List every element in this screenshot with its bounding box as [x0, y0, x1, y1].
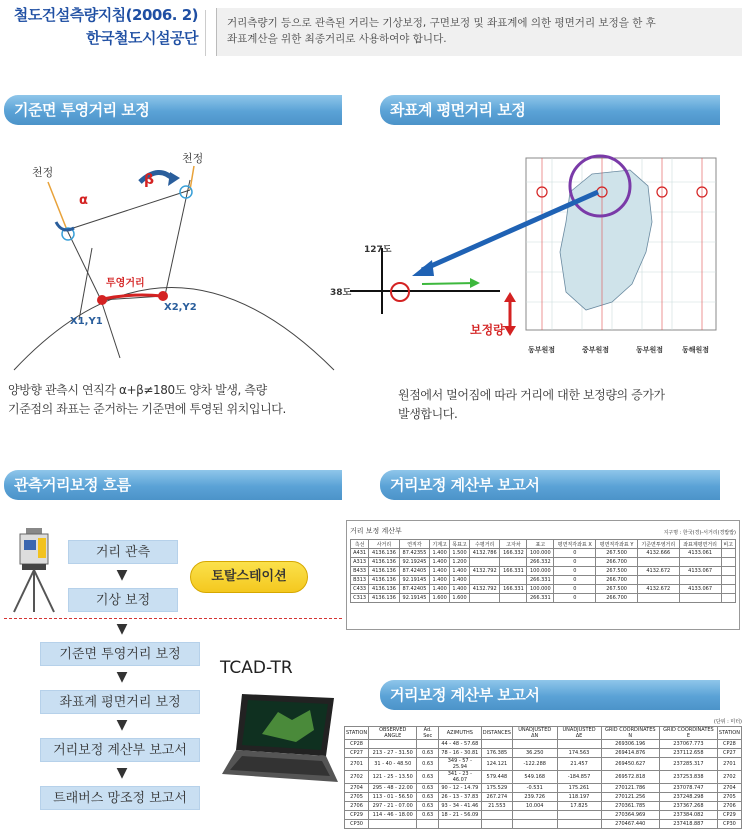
report1-table-cell: 266.700 — [596, 594, 638, 603]
report1-table-cell: B313 — [351, 576, 369, 585]
report2-table-cell: 0.63 — [417, 793, 439, 802]
report2-table-cell: 176.385 — [481, 749, 512, 758]
banner-datum: 기준면 투영거리 보정 — [4, 95, 342, 125]
report1-table-cell — [469, 594, 500, 603]
flow-step-1: 거리 관측 — [68, 540, 178, 564]
banner-flow: 관측거리보정 흐름 — [4, 470, 342, 500]
report1-table-cell: 4132.792 — [469, 567, 500, 576]
report1-table-cell: 267.500 — [596, 549, 638, 558]
report2-table-cell: 174.563 — [557, 749, 601, 758]
report2-table-cell: 269306.196 — [601, 740, 659, 749]
report1-table-row — [351, 549, 736, 558]
report1-table-cell: 0 — [554, 585, 596, 594]
report1-table-cell: 92.19145 — [399, 576, 430, 585]
report2-table-row — [345, 784, 742, 793]
datum-diagram — [4, 130, 334, 370]
report2-table-cell: 93 - 34 - 41.46 — [438, 802, 481, 811]
report2-table-cell: -122.288 — [512, 758, 557, 771]
report1-header-cell: 기준면투영거리 — [637, 540, 679, 549]
zenith-left-label: 천정 — [32, 166, 54, 179]
report2-table-cell: 2706 — [717, 802, 741, 811]
report2-table-cell: 270361.785 — [601, 802, 659, 811]
report2-header-cell: GRID COORDINATES E — [659, 727, 717, 740]
report1-table-cell: 266.700 — [596, 576, 638, 585]
report2-header-cell: DISTANCES — [481, 727, 512, 740]
report2-table-cell: 124.121 — [481, 758, 512, 771]
report2-table-row — [345, 740, 742, 749]
report2-table-cell: 21.457 — [557, 758, 601, 771]
beta-label: β — [144, 172, 155, 188]
report1-table-cell: 100.000 — [527, 567, 554, 576]
report2-table-cell: 26 - 13 - 37.83 — [438, 793, 481, 802]
green-arrow-line — [422, 283, 476, 284]
report2-unit-note: (단위 : 미터) — [713, 719, 742, 725]
report1-table-cell: 92.19145 — [399, 594, 430, 603]
report2-table-cell: 270121.256 — [601, 793, 659, 802]
report1-header-cell: 수평거리 — [469, 540, 500, 549]
report2-table-cell — [481, 811, 512, 820]
x2y2-label: X2,Y2 — [164, 302, 197, 313]
flow-step-6: 트래버스 망조정 보고서 — [40, 786, 200, 810]
report1-table-cell: 4132.792 — [469, 585, 500, 594]
report1-table-row — [351, 585, 736, 594]
report1-document — [346, 520, 740, 630]
header-desc-line1: 거리측량기 등으로 관측된 거리는 기상보정, 구면보정 및 좌표계에 의한 평면거리 보정을 한 후 — [227, 17, 656, 29]
lat-label: 38도 — [330, 288, 352, 298]
report2-table-cell: 2705 — [717, 793, 741, 802]
report1-table-cell: 1.200 — [450, 558, 470, 567]
flow-arrow-5: ▼ — [116, 765, 128, 781]
report2-table-row — [345, 802, 742, 811]
report2-table-cell: 2704 — [717, 784, 741, 793]
report1-table-cell: 1.600 — [450, 594, 470, 603]
report2-table-cell: 2702 — [345, 771, 369, 784]
report2-table-cell: 237285.317 — [659, 758, 717, 771]
report2-table-cell: 269572.818 — [601, 771, 659, 784]
right-zenith-line — [190, 166, 194, 190]
grid-text-line1: 원점에서 멀어짐에 따라 거리에 대한 보정량의 증가가 — [398, 388, 665, 402]
report2-table-cell: CP29 — [345, 811, 369, 820]
report2-table-cell — [438, 820, 481, 829]
header-divider — [205, 10, 206, 56]
point-x1y1 — [97, 295, 107, 305]
header-description — [216, 8, 742, 56]
report1-table-row — [351, 576, 736, 585]
report1-header-cell: 비고 — [721, 540, 735, 549]
report2-table-row — [345, 749, 742, 758]
report1-table-cell: 0 — [554, 594, 596, 603]
point-x2y2 — [158, 291, 168, 301]
report1-table-cell: 100.000 — [527, 549, 554, 558]
datum-text-line1: 양방향 관측시 연직각 α+β≠180도 양차 발생, 측량 — [8, 383, 267, 397]
report1-table-row — [351, 558, 736, 567]
report1-table-cell: 166.332 — [500, 549, 527, 558]
report1-table-cell: 1.400 — [450, 576, 470, 585]
report2-table-cell: 2701 — [717, 758, 741, 771]
report1-header-cell: 목표고 — [450, 540, 470, 549]
grid-diagram — [330, 152, 730, 364]
report2-table-cell — [481, 740, 512, 749]
datum-text — [8, 381, 338, 419]
report1-header-cell: 평면직각좌표 Y — [596, 540, 638, 549]
report1-table-cell — [721, 549, 735, 558]
report1-table-cell — [500, 594, 527, 603]
report1-header-cell: 기계고 — [430, 540, 450, 549]
report1-table-cell: C313 — [351, 594, 369, 603]
report1-header-cell: 평면직각좌표 X — [554, 540, 596, 549]
report2-table — [344, 726, 742, 829]
grid-text — [398, 386, 718, 424]
report1-table-cell — [679, 594, 721, 603]
report1-table-cell: 4132.666 — [637, 549, 679, 558]
report2-table-row — [345, 811, 742, 820]
report1-table-cell: 267.500 — [596, 585, 638, 594]
report1-table-cell: 4133.067 — [679, 567, 721, 576]
report2-table-cell: 113 - 01 - 56.50 — [369, 793, 417, 802]
report2-table-cell: 237112.658 — [659, 749, 717, 758]
report1-table-cell: 166.331 — [500, 585, 527, 594]
report1-table-cell — [500, 558, 527, 567]
report1-header-cell: 사거리 — [369, 540, 400, 549]
blue-arrowhead — [412, 260, 434, 276]
flow-step-5: 거리보정 계산부 보고서 — [40, 738, 200, 762]
report2-table-cell: 2705 — [345, 793, 369, 802]
header-title — [8, 4, 198, 50]
report1-header-cell: 좌표계평면거리 — [679, 540, 721, 549]
report1-doc-note: 지구명 : 한국(경)-서거리(경밥밥) — [663, 530, 736, 536]
report2-table-cell: CP29 — [717, 811, 741, 820]
report2-table-cell — [481, 820, 512, 829]
software-label: TCAD-TR — [220, 658, 293, 678]
report1-table-cell: 4136.136 — [369, 567, 400, 576]
flow-arrow-3: ▼ — [116, 669, 128, 685]
report1-table-cell — [469, 558, 500, 567]
report2-table-cell: 21.553 — [481, 802, 512, 811]
report2-table-cell: 31 - 40 - 48.50 — [369, 758, 417, 771]
report2-header-cell: Ad. Sec — [417, 727, 439, 740]
report1-table-cell: 1.400 — [430, 576, 450, 585]
report1-table-cell: 0 — [554, 549, 596, 558]
laptop-image — [222, 690, 342, 790]
report2-table-cell: 341 - 23 - 46.07 — [438, 771, 481, 784]
report2-table-cell — [512, 820, 557, 829]
report2-table-cell: 237067.773 — [659, 740, 717, 749]
flow-arrow-2: ▼ — [116, 621, 128, 637]
projected-label: 투영거리 — [106, 278, 145, 289]
report2-table-cell — [557, 820, 601, 829]
report1-table-cell — [637, 594, 679, 603]
report1-table-cell: 87.42405 — [399, 585, 430, 594]
report1-table-cell: 266.332 — [527, 558, 554, 567]
report1-table-cell: 266.700 — [596, 558, 638, 567]
report1-table-cell — [500, 576, 527, 585]
report1-table-cell: 267.500 — [596, 567, 638, 576]
report1-header-cell: 고자차 — [500, 540, 527, 549]
report1-table-cell: 4136.136 — [369, 594, 400, 603]
report2-table-cell: 270364.969 — [601, 811, 659, 820]
report2-table-cell: 0.63 — [417, 802, 439, 811]
report1-table-cell: 166.331 — [500, 567, 527, 576]
report1-header-cell: 측선 — [351, 540, 369, 549]
report2-table-row — [345, 771, 742, 784]
report2-table-cell: 269414.876 — [601, 749, 659, 758]
report2-table-cell — [512, 740, 557, 749]
lon-label: 127도 — [364, 245, 392, 255]
report1-table-cell: A313 — [351, 558, 369, 567]
report1-table-cell — [721, 567, 735, 576]
banner-grid: 좌표계 평면거리 보정 — [380, 95, 720, 125]
report1-table-cell — [679, 558, 721, 567]
report1-table-cell: 4132.786 — [469, 549, 500, 558]
report1-table-cell: 1.400 — [450, 567, 470, 576]
flow-step-2: 기상 보정 — [68, 588, 178, 612]
correction-label: 보정량 — [470, 323, 505, 337]
report1-doc-title: 거리 보정 계산부 — [350, 527, 402, 535]
report2-table-cell: 10.004 — [512, 802, 557, 811]
zenith-right-label: 천정 — [182, 152, 204, 165]
report2-table-cell: -0.531 — [512, 784, 557, 793]
report1-table-cell: 1.400 — [430, 585, 450, 594]
report2-table-cell: 17.825 — [557, 802, 601, 811]
report2-table-cell: 175.261 — [557, 784, 601, 793]
report2-header-cell: UNADJUSTED ΔE — [557, 727, 601, 740]
report2-table-cell: CP28 — [345, 740, 369, 749]
report2-table-cell: CP30 — [345, 820, 369, 829]
report2-table-cell: 237418.887 — [659, 820, 717, 829]
report2-table-cell — [369, 740, 417, 749]
alpha-label: α — [79, 193, 88, 208]
report2-table-cell: 78 - 16 - 30.81 — [438, 749, 481, 758]
beta-arrowhead — [168, 172, 180, 186]
datum-text-line2: 기준점의 좌표는 준거하는 기준면에 투영된 위치입니다. — [8, 402, 286, 416]
report1-table-cell: 0 — [554, 576, 596, 585]
header-title-line2: 한국철도시설공단 — [86, 29, 198, 47]
report2-table-cell: 114 - 46 - 18.00 — [369, 811, 417, 820]
report1-table-cell — [637, 558, 679, 567]
origin-label-4: 동해원점 — [682, 346, 710, 354]
grid-text-line2: 발생합니다. — [398, 407, 458, 421]
report1-table-cell — [721, 594, 735, 603]
report2-table-cell: 0.63 — [417, 758, 439, 771]
report1-table-cell: 1.400 — [430, 558, 450, 567]
report2-table-cell: 297 - 21 - 07.00 — [369, 802, 417, 811]
report1-header-cell: 연직각 — [399, 540, 430, 549]
report1-table-cell — [721, 558, 735, 567]
report2-header-cell: AZIMUTHS — [438, 727, 481, 740]
report1-table-cell — [637, 576, 679, 585]
left-normal — [101, 300, 120, 358]
report2-table-cell — [557, 740, 601, 749]
report1-table-cell — [721, 576, 735, 585]
report1-table-cell: 87.42405 — [399, 567, 430, 576]
report1-table-cell: 92.19245 — [399, 558, 430, 567]
report2-table-cell: -184.857 — [557, 771, 601, 784]
report2-table-cell: CP27 — [345, 749, 369, 758]
report1-table-cell: 4136.136 — [369, 558, 400, 567]
origin-label-2: 중부원점 — [582, 346, 610, 354]
report1-table-cell: 4133.067 — [679, 585, 721, 594]
report2-table-cell: 269450.627 — [601, 758, 659, 771]
report1-table-cell: 4136.136 — [369, 585, 400, 594]
report1-table-cell: 0 — [554, 558, 596, 567]
report2-table-cell — [512, 811, 557, 820]
report1-table-cell: 1.500 — [450, 549, 470, 558]
flow-step-3: 기준면 투영거리 보정 — [40, 642, 200, 666]
report2-table-cell: 18 - 21 - 56.09 — [438, 811, 481, 820]
report2-table-cell: 2702 — [717, 771, 741, 784]
origin-label-1: 동부원점 — [528, 346, 556, 354]
report2-table-cell: 237078.747 — [659, 784, 717, 793]
report2-table-cell: 121 - 25 - 13.50 — [369, 771, 417, 784]
flow-divider — [4, 618, 342, 619]
report2-table-cell: 118.197 — [557, 793, 601, 802]
report1-table-cell: 1.400 — [430, 549, 450, 558]
report2-table-cell: CP27 — [717, 749, 741, 758]
report1-table-cell — [679, 576, 721, 585]
earth-arc — [14, 288, 334, 371]
report2-table-row — [345, 793, 742, 802]
report2-table-cell: 267.274 — [481, 793, 512, 802]
report1-table-cell: 1.400 — [430, 567, 450, 576]
report2-table-cell: 0.63 — [417, 784, 439, 793]
banner-report1: 거리보정 계산부 보고서 — [380, 470, 720, 500]
header-desc-line2: 좌표계산을 위한 최종거리로 사용하여야 합니다. — [227, 33, 447, 45]
report2-table-cell: 44 - 48 - 57.68 — [438, 740, 481, 749]
report2-header-cell: GRID COORDINATES N — [601, 727, 659, 740]
report2-table-cell — [417, 740, 439, 749]
report2-table-cell: 0.63 — [417, 749, 439, 758]
correction-arrow-up — [504, 292, 516, 302]
report2-table-cell — [417, 820, 439, 829]
report1-table-cell: 1.600 — [430, 594, 450, 603]
total-station-badge: 토탈스테이션 — [190, 561, 308, 593]
report1-table-cell: 4132.672 — [637, 585, 679, 594]
report2-table-cell: 2704 — [345, 784, 369, 793]
report2-table-cell: 270121.786 — [601, 784, 659, 793]
report2-table-cell: 0.63 — [417, 771, 439, 784]
report2-table-cell: 36.250 — [512, 749, 557, 758]
report1-table-cell: 266.331 — [527, 594, 554, 603]
flow-step-4: 좌표계 평면거리 보정 — [40, 690, 200, 714]
report2-table-cell: 237384.082 — [659, 811, 717, 820]
report1-table-cell: 0 — [554, 567, 596, 576]
report1-table-cell: 266.331 — [527, 576, 554, 585]
report2-table-cell: 0.63 — [417, 811, 439, 820]
report1-table-cell: 1.400 — [450, 585, 470, 594]
report2-table-cell: 349 - 57 - 25.94 — [438, 758, 481, 771]
report2-table-cell: 2706 — [345, 802, 369, 811]
report1-table-cell: 4136.136 — [369, 576, 400, 585]
report2-header-cell: STATION — [345, 727, 369, 740]
origin-label-3: 동부원점 — [636, 346, 664, 354]
flow-arrow-4: ▼ — [116, 717, 128, 733]
x1y1-label: X1,Y1 — [70, 316, 103, 327]
report1-table-cell: 4136.136 — [369, 549, 400, 558]
header-title-line1: 철도건설측량지침(2006. 2) — [13, 6, 198, 24]
report1-table-cell: 87.42355 — [399, 549, 430, 558]
report1-table-cell: 100.000 — [527, 585, 554, 594]
report1-table-cell: 4133.061 — [679, 549, 721, 558]
report2-table-cell: 175.529 — [481, 784, 512, 793]
banner-report2: 거리보정 계산부 보고서 — [380, 680, 720, 710]
report2-table-cell: 237248.298 — [659, 793, 717, 802]
report1-table-row — [351, 567, 736, 576]
report2-table-cell: CP30 — [717, 820, 741, 829]
report2-table-cell: 213 - 27 - 31.50 — [369, 749, 417, 758]
report2-header-cell: UNADJUSTED ΔN — [512, 727, 557, 740]
report1-table-row — [351, 594, 736, 603]
report1-table-cell: B433 — [351, 567, 369, 576]
report2-table-cell — [369, 820, 417, 829]
report2-table-row — [345, 758, 742, 771]
report2-table-cell — [557, 811, 601, 820]
report2-table-cell: 270467.440 — [601, 820, 659, 829]
green-arrowhead — [470, 278, 480, 288]
report1-table-cell: 4132.672 — [637, 567, 679, 576]
report1-table-cell — [469, 576, 500, 585]
report2-table-cell: 579.448 — [481, 771, 512, 784]
report2-table-row — [345, 820, 742, 829]
correction-arrow-down — [504, 326, 516, 336]
report2-table-cell: 549.168 — [512, 771, 557, 784]
report2-table-cell: 239.726 — [512, 793, 557, 802]
report2-document — [344, 718, 742, 827]
report2-header-cell: STATION — [717, 727, 741, 740]
report2-table-cell: 90 - 12 - 14.79 — [438, 784, 481, 793]
report2-table-cell: 295 - 48 - 22.00 — [369, 784, 417, 793]
report2-table-cell: CP28 — [717, 740, 741, 749]
report2-header-cell: OBSERVED ANGLE — [369, 727, 417, 740]
report1-table-cell — [721, 585, 735, 594]
report2-table-cell: 237253.838 — [659, 771, 717, 784]
report2-table-cell: 2701 — [345, 758, 369, 771]
report2-table-cell: 237367.268 — [659, 802, 717, 811]
report1-table-cell: A431 — [351, 549, 369, 558]
report1-table-cell: C433 — [351, 585, 369, 594]
report1-table — [350, 539, 736, 603]
report1-header-cell: 표고 — [527, 540, 554, 549]
total-station-image — [10, 528, 58, 612]
flow-arrow-1: ▼ — [116, 567, 128, 583]
